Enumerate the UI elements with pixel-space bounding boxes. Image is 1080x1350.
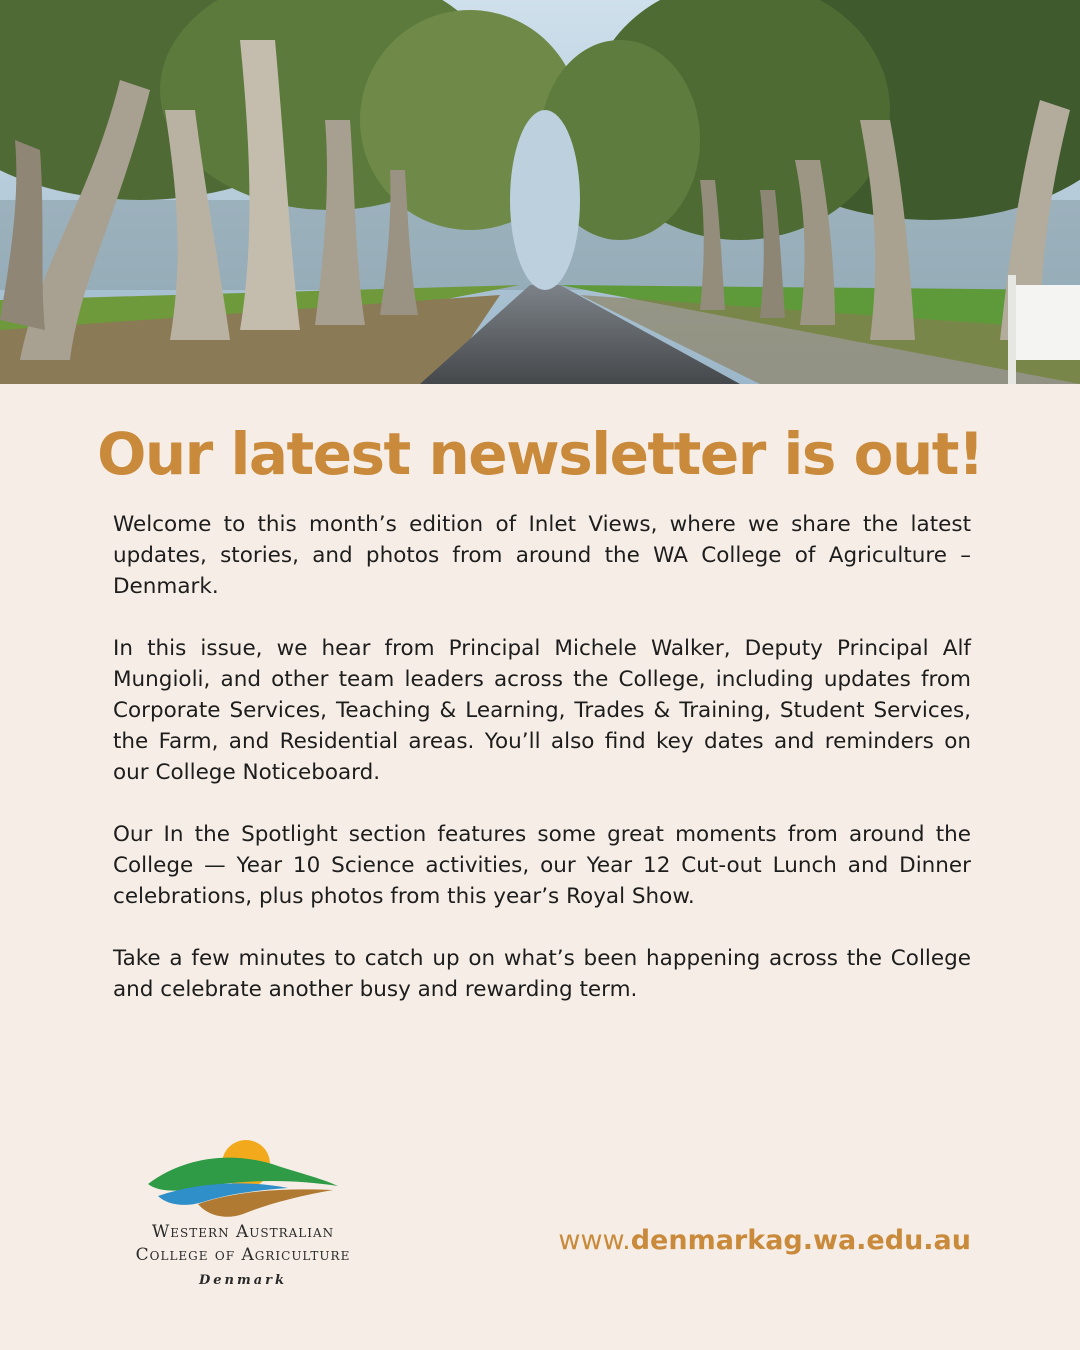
- paragraph-issue-contents: In this issue, we hear from Principal Michele Walker, Deputy Principal Alf Mungioli, and other team leaders across the College, including updates from Corporate Services, Teaching & Learning, Trades & Training, Student Services, the Farm, and Residential areas. You’ll also find key dates and reminders on our College Noticeboard.: [113, 636, 971, 785]
- headline: Our latest newsletter is out!: [97, 420, 983, 488]
- website-link[interactable]: [520, 1225, 971, 1256]
- logo-text-line1: Western Australian: [151, 1222, 335, 1242]
- paragraph-closing: Take a few minutes to catch up on what’s been happening across the College and celebrate another busy and rewarding term.: [113, 946, 971, 1002]
- college-logo: [128, 1134, 358, 1299]
- paragraph-spotlight: Our In the Spotlight section features some great moments from around the College — Year 10 Science activities, our Year 12 Cut-out Lunch and Dinner celebrations, plus photos from this year’s Royal Show.: [113, 822, 971, 909]
- tree-lined-road-photo: [0, 0, 1080, 384]
- logo-text-line2: College of Agriculture: [135, 1245, 351, 1265]
- sun-hills-river-icon: [128, 1134, 358, 1219]
- hero-photo: [0, 0, 1080, 384]
- website-domain: denmarkag.wa.edu.au: [630, 1225, 971, 1256]
- website-prefix: www.: [558, 1225, 631, 1256]
- paragraph-intro: Welcome to this month’s edition of Inlet Views, where we share the latest updates, stories, and photos from around the WA College of Agriculture – Denmark.: [113, 512, 971, 599]
- newsletter-body: [113, 509, 971, 1036]
- logo-text-line3: Denmark: [198, 1273, 288, 1288]
